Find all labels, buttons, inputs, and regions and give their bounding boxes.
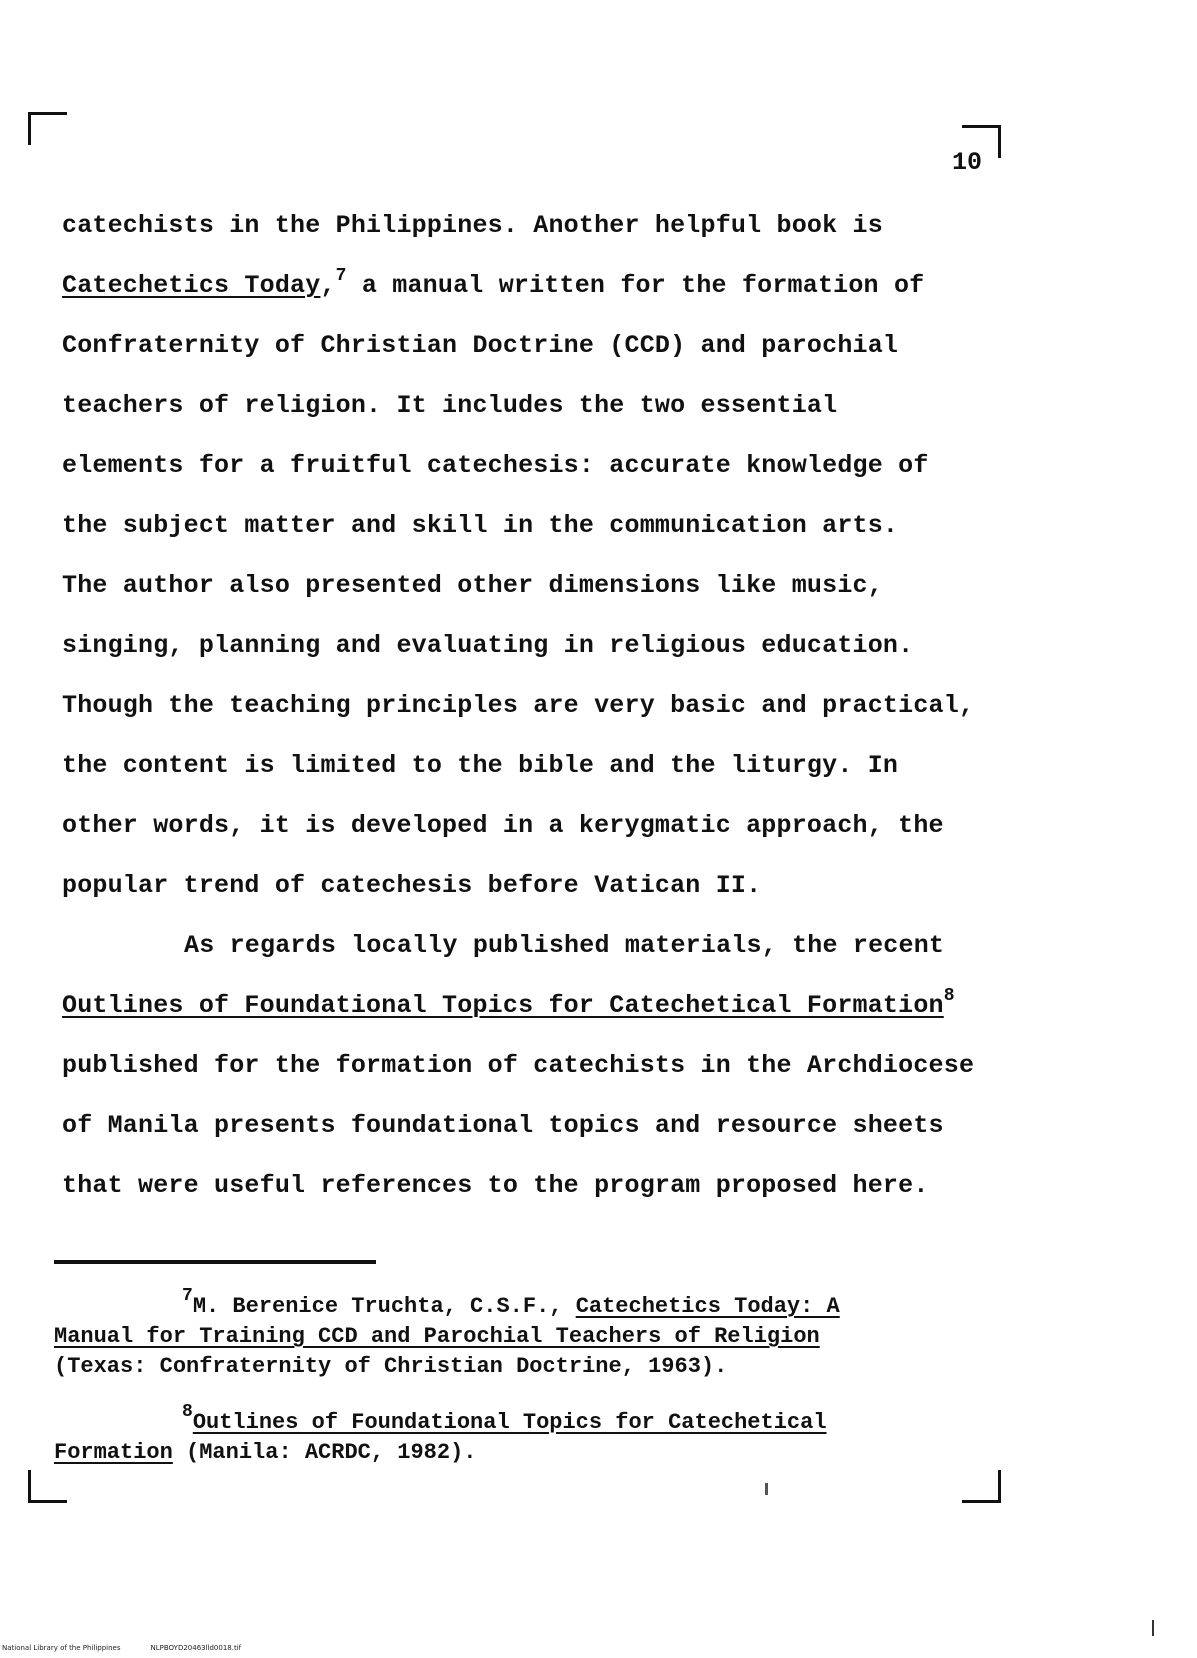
page-number: 10	[952, 148, 983, 177]
body-line: Confraternity of Christian Doctrine (CCD) and parochial	[62, 331, 899, 360]
footnote-title: Manual for Training CCD and Parochial Teachers of Religion	[54, 1324, 820, 1349]
scan-artifact	[765, 1483, 768, 1495]
footnote-title: Formation	[54, 1440, 173, 1465]
footnote-title: Catechetics Today: A	[575, 1294, 840, 1319]
paragraph-start-line: As regards locally published materials, the recent	[184, 931, 945, 960]
footnote-marker: 8	[182, 1402, 193, 1422]
library-name: National Library of the Philippines	[2, 1644, 121, 1652]
book-title: Outlines of Foundational Topics for Catechetical Formation	[62, 991, 944, 1020]
footnote-separator	[54, 1260, 376, 1264]
body-line: of Manila presents foundational topics and resource sheets	[62, 1111, 944, 1140]
footnote-7-line	[54, 1286, 1004, 1322]
body-line: teachers of religion. It includes the two essential	[62, 391, 838, 420]
footnote-7-line: (Texas: Confraternity of Christian Doctrine, 1963).	[54, 1354, 728, 1379]
body-text	[62, 196, 1002, 1216]
footnote-7-line	[54, 1322, 1004, 1352]
crop-mark-top-left	[28, 112, 67, 145]
footnote-8-line	[54, 1402, 1004, 1438]
crop-mark-bottom-right	[962, 1470, 1001, 1503]
scan-artifact	[1152, 1620, 1154, 1636]
body-line: The author also presented other dimensions like music,	[62, 571, 883, 600]
footnote-author: M. Berenice Truchta, C.S.F.,	[192, 1294, 576, 1319]
body-line	[62, 976, 1002, 1036]
line-rest: a manual written for the formation of	[346, 271, 925, 300]
footnote-ref: 7	[335, 266, 347, 286]
body-line: Though the teaching principles are very basic and practical,	[62, 691, 975, 720]
body-line: published for the formation of catechists in the Archdiocese	[62, 1051, 975, 1080]
body-line: the subject matter and skill in the communication arts.	[62, 511, 899, 540]
body-line: singing, planning and evaluating in religious education.	[62, 631, 914, 660]
body-line: elements for a fruitful catechesis: accurate knowledge of	[62, 451, 929, 480]
body-line: popular trend of catechesis before Vatican II.	[62, 871, 762, 900]
book-title: Catechetics Today	[62, 271, 321, 300]
body-line: other words, it is developed in a kerygmatic approach, the	[62, 811, 944, 840]
footnote-marker: 7	[182, 1286, 193, 1306]
body-line: the content is limited to the bible and the liturgy. In	[62, 751, 899, 780]
footnotes	[54, 1286, 1004, 1468]
crop-mark-bottom-left	[28, 1470, 67, 1503]
footnote-title: Outlines of Foundational Topics for Catechetical	[192, 1410, 827, 1435]
body-line: catechists in the Philippines. Another helpful book is	[62, 211, 883, 240]
title-comma: ,	[320, 271, 336, 300]
file-id: NLPBOYD20463lld0018.tif	[150, 1644, 242, 1652]
footnote-8-line	[54, 1438, 1004, 1468]
body-line	[62, 256, 1002, 316]
footnote-publisher: (Manila: ACRDC, 1982).	[172, 1440, 477, 1465]
body-line: that were useful references to the program proposed here.	[62, 1171, 929, 1200]
footnote-ref: 8	[943, 986, 955, 1006]
scan-footer	[2, 1644, 271, 1652]
